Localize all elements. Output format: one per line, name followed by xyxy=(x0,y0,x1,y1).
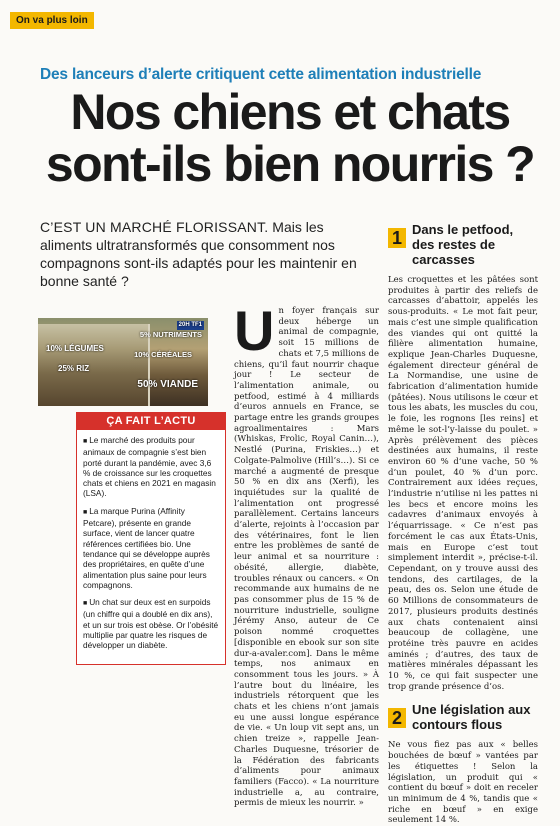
section-2-header xyxy=(388,702,538,732)
deck xyxy=(40,218,370,290)
section-1-title: Dans le petfood, des restes de carcasses xyxy=(412,222,514,267)
news-sidebar xyxy=(76,412,226,665)
article-column xyxy=(234,299,379,809)
photo-label-rice: 25% RIZ xyxy=(58,364,90,373)
right-column xyxy=(388,222,538,826)
tv-logo: 20H TF1 xyxy=(178,322,202,328)
jar-image xyxy=(38,324,150,406)
news-sidebar-body xyxy=(76,430,226,665)
section-1-number: 1 xyxy=(388,228,406,248)
photo-label-cereals: 10% CÉRÉALES xyxy=(134,350,192,359)
section-1-body xyxy=(388,275,538,692)
headline-line-2: sont-ils bien nourris ? xyxy=(45,136,535,192)
photo-label-vegetables: 10% LÉGUMES xyxy=(46,344,104,353)
deck-text: Mais les aliments ultratransformés que consomment nos compagnons sont-ils adaptés pour les maintenir en bonne santé ? xyxy=(40,219,357,289)
photo-label-meat: 50% VIANDE xyxy=(137,379,198,390)
section-2-text: Ne vous fiez pas aux « belles bouchées de bœuf » vantées par les étiquettes ! Selon la législation, un produit qui « contient du bœuf » doit en receler un minimum de 4 %, tandis que « riche en bœuf » en exige seulement 14 %. xyxy=(388,740,538,826)
news-item: ■ Un chat sur deux est en surpoids (un chiffre qui a doublé en dix ans), et un sur trois est obèse. Or l’obésité multiplie par quatre les risques de développer un diabète. xyxy=(83,597,220,650)
section-2-body xyxy=(388,740,538,826)
deck-lead: C’EST UN MARCHÉ FLORISSANT. xyxy=(40,219,269,235)
headline xyxy=(40,86,540,190)
section-2-number: 2 xyxy=(388,708,406,728)
news-sidebar-title: ÇA FAIT L’ACTU xyxy=(76,412,226,430)
section-1-header xyxy=(388,222,538,267)
article-body: n foyer français sur deux héberge un animal de compagnie, soit 15 millions de chats et 7,5 millions de chiens, qu’il faut nourrir chaque jour ! Le secteur de l’alimentation animale, ou petfood, estimé à 4 milliards d’euros annuels en France, se partage entre les grands groupes agroalimentaires : Mars (Whiskas, Frolic, Royal Canin…), Nestlé (Purina, Friskies…) et Colgate-Palmolive (Hill’s…). Si ce marché a augmenté de presque 50 % en dix ans (Xerfi), les inquiétudes sur la qualité de l’alimentation ont progressé parallèlement. Certains lanceurs d’alerte, rejoints à l’occasion par des vétérinaires, font le lien entre les problèmes de santé de leur animal et sa nourriture : obésité, allergie, diabète, troubles rénaux ou cancers. « On recommande aux humains de ne pas consommer plus de 15 % de nourriture industrielle, souligne Jérémy Anso, auteur de Ce poison nommé croquettes [disponible en ebook sur son site dur-a-avaler.com]. Dans le même temps, nos animaux en consomment tous les jours. » À l’autre bout du linéaire, les industriels rétorquent que les chats et les chiens n’ont jamais eu une aussi longue espérance de vie. « Un loup vit sept ans, un chien treize », rappelle Jean-Charles Duquesne, trésorier de la Fédération des fabricants d’aliments pour animaux familiers (Facco). « La nourriture industrielle a, au contraire, permis de mieux les nourrir. » xyxy=(234,306,379,809)
petfood-photo xyxy=(38,318,208,406)
section-1-text: Les croquettes et les pâtées sont produites à partir des reliefs de carcasses d’abattoir, appelés les sous-produits. « Le mot fait peur, mais c’est une simple qualification des viandes qui ont quitté la filière alimentation humaine, explique Jean-Charles Duquesne, également directeur général de La Normandise, une usine de fabrication d’alimentation humide (pâtées). Nous utilisons le cœur et tous les abats, les muscles du cou, le foie, les rognons [les reins] et même le sot-l’y-laisse du poulet. » Après prélèvement des pièces destinées aux humains, il reste environ 60 % d’une vache, 50 % d’un poulet, 40 % d’un porc. Contrairement aux idées reçues, l’industrie n’utilise ni les pattes ni les becs et encore moins les cadavres d’animaux envoyés à l’équarrissage. « Ce n’est pas forcément le cas aux États-Unis, mais en Europe c’est tout simplement interdit », précise-t-il. Cependant, on y trouve aussi des tendons, des cartilages, de la peau, des os. Selon une étude de 60 Millions de consommateurs de 2017, plusieurs produits destinés aux chats contenaient ainsi beaucoup de collagène, une protéine très pauvre en acides aminés ; d’autres, des taux de matières minérales dépassant les 10 %, ce qui fait suspecter une trop grande présence d’os. xyxy=(388,275,538,692)
section-2-title: Une législation aux contours flous xyxy=(412,702,531,733)
headline-line-1: Nos chiens et chats xyxy=(70,84,510,140)
drop-cap: U xyxy=(234,299,275,362)
photo-label-nutrients: 5% NUTRIMENTS xyxy=(139,330,202,339)
overline: Des lanceurs d’alerte critiquent cette alimentation industrielle xyxy=(40,66,482,83)
news-item: ■ Le marché des produits pour animaux de compagnie s’est bien porté durant la pandémie, avec 3,6 % de croissance sur les croquettes chats et chiens en 2021 en magasin (LSA). xyxy=(83,435,220,499)
section-label: On va plus loin xyxy=(10,12,94,29)
news-item: ■ La marque Purina (Affinity Petcare), présente en grande surface, vient de lancer quatre références certifiées bio. Une tendance qui se développe auprès des propriétaires, en quête d’une alimentation plus saine pour leurs compagnons. xyxy=(83,506,220,590)
